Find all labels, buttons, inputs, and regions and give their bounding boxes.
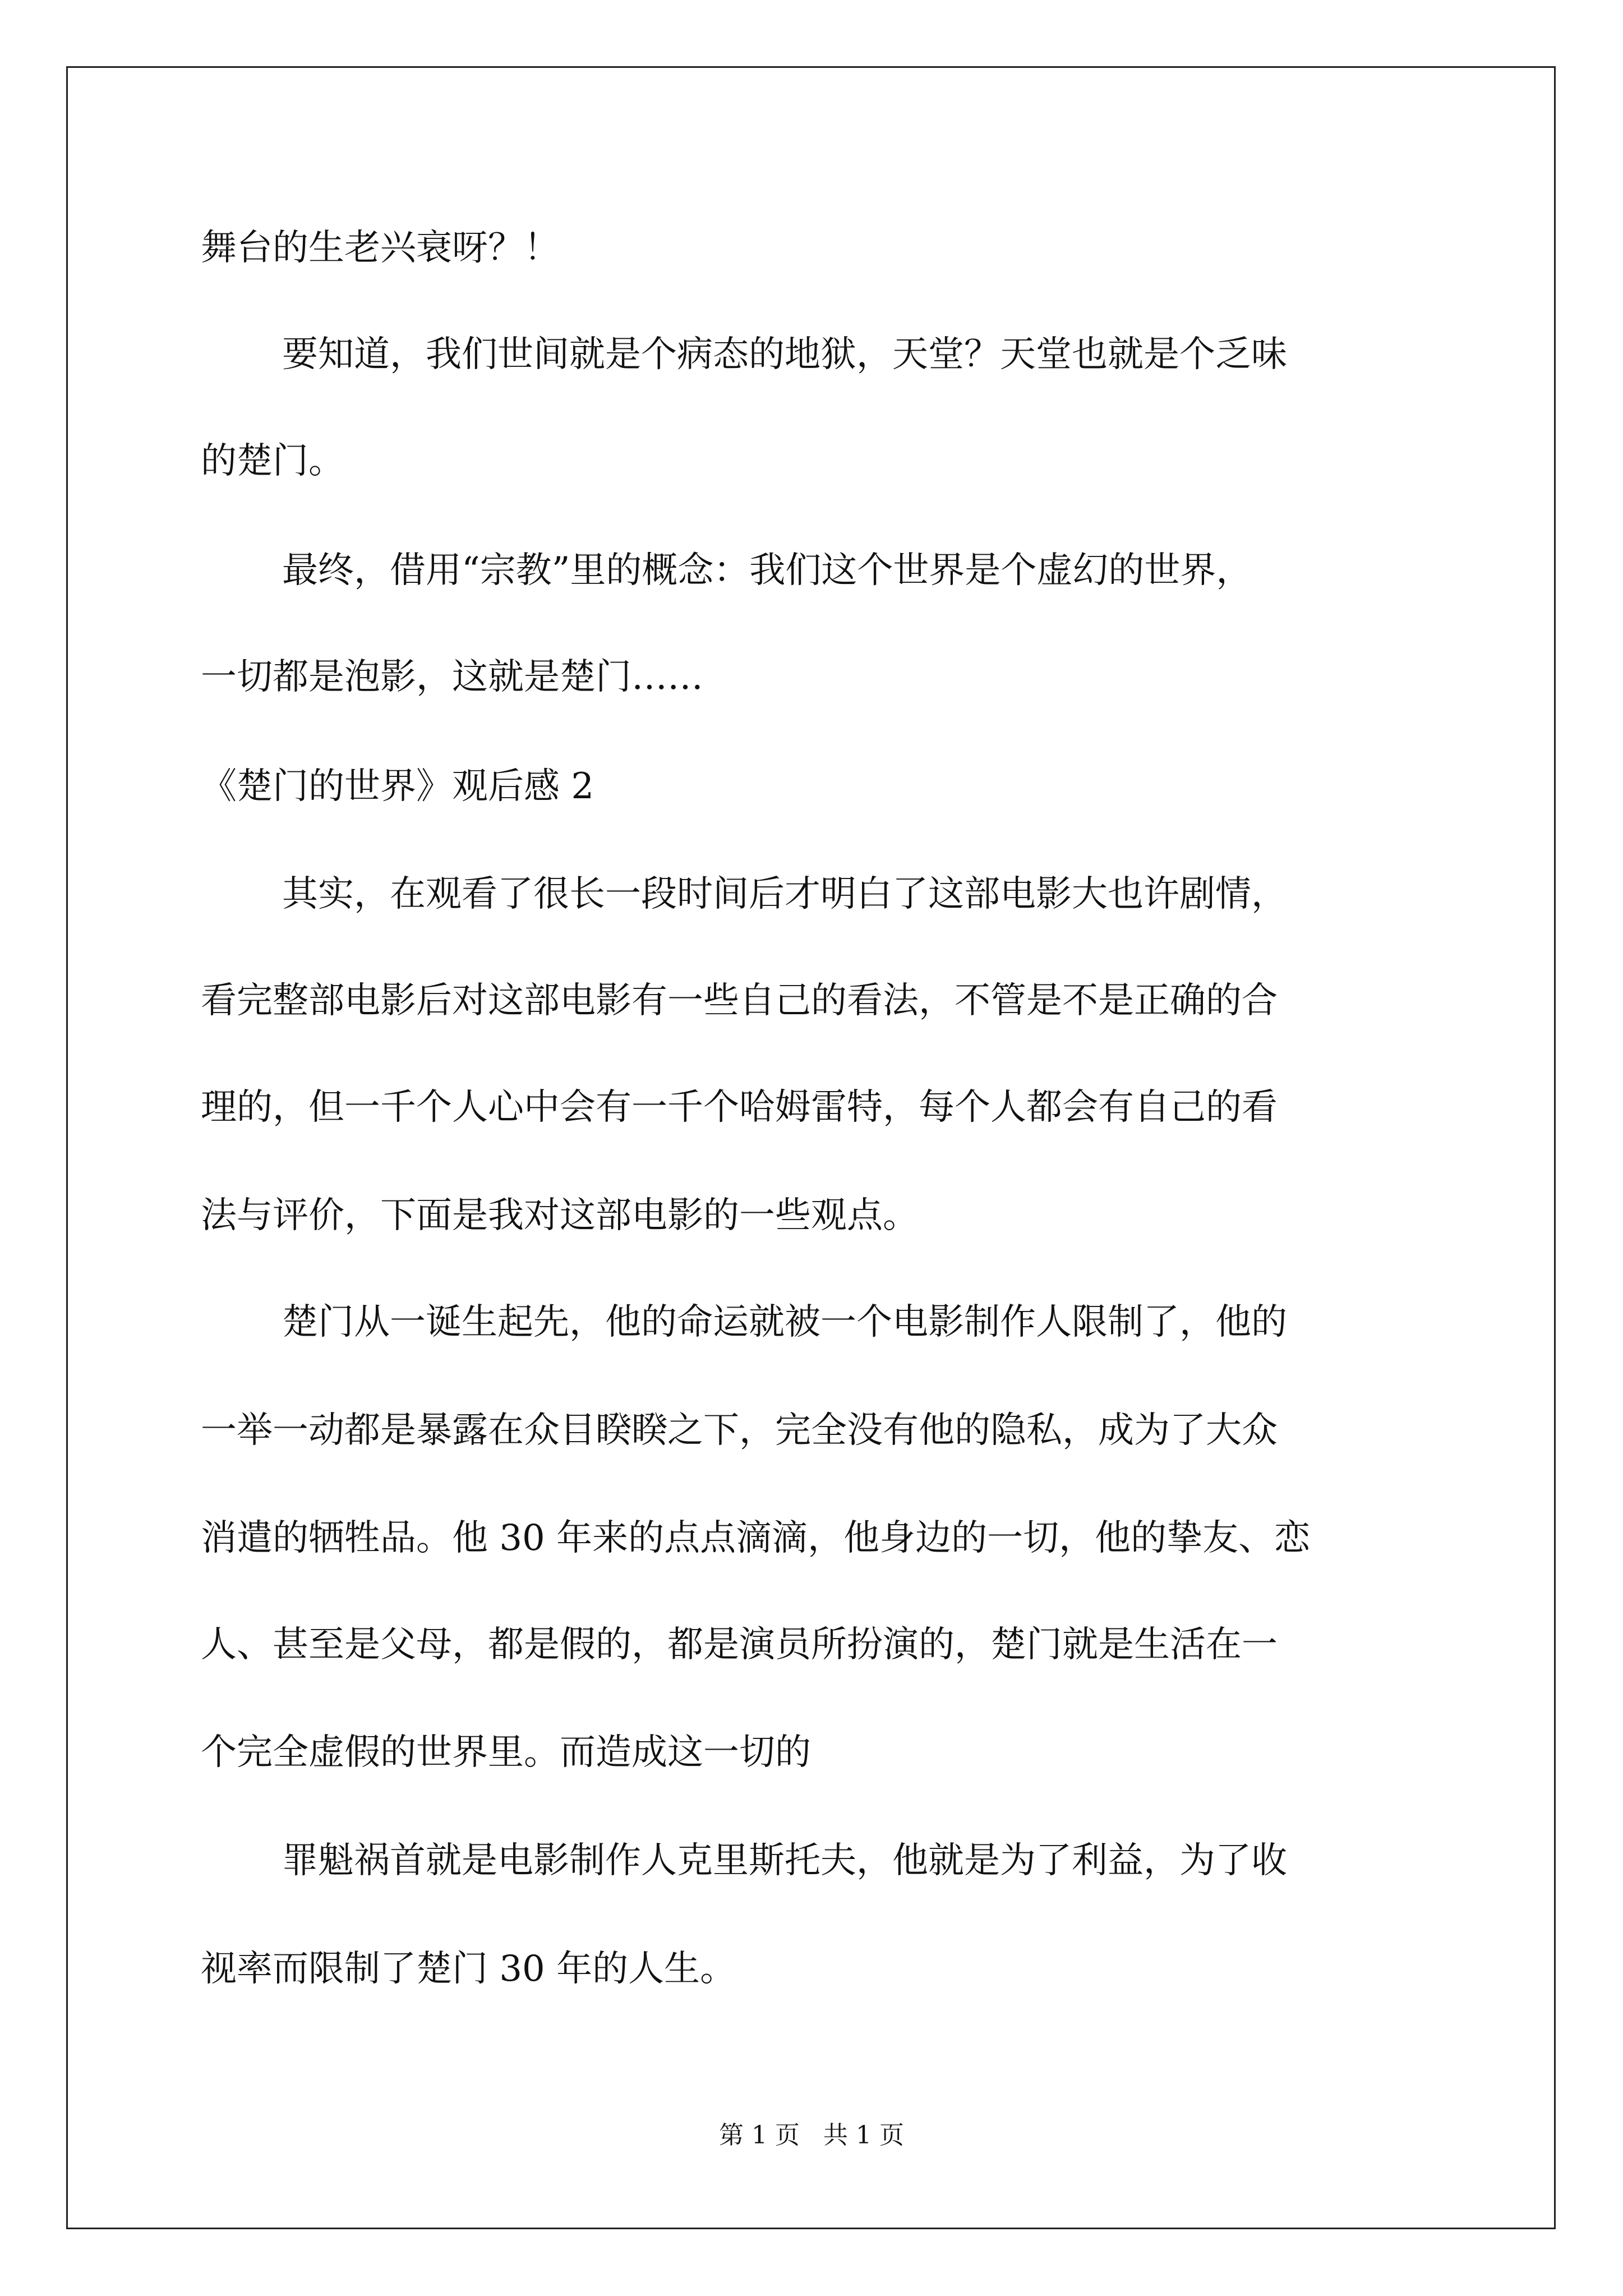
text-line-12: 一举一动都是暴露在众目睽睽之下，完全没有他的隐私，成为了大众 — [201, 1410, 1278, 1451]
page-footer: 第 1 页 共 1 页 — [719, 2121, 904, 2150]
text-line-17: 视率而限制了楚门 30 年的人生。 — [201, 1948, 736, 1990]
text-line-4: 最终，借用“宗教”里的概念：我们这个世界是个虚幻的世界， — [282, 550, 1252, 591]
text-line-9: 理的，但一千个人心中会有一千个哈姆雷特，每个人都会有自己的看 — [201, 1087, 1278, 1128]
section-heading: 《楚门的世界》观后感 2 — [201, 766, 594, 807]
text-line-5: 一切都是泡影，这就是楚门…… — [201, 656, 703, 698]
text-line-13: 消遣的牺牲品。他 30 年来的点点滴滴，他身边的一切，他的挚友、恋 — [201, 1517, 1311, 1559]
text-line-7: 其实，在观看了很长一段时间后才明白了这部电影大也许剧情， — [282, 873, 1287, 915]
text-line-1: 舞台的生老兴衰呀？！ — [201, 227, 560, 269]
text-line-3: 的楚门。 — [201, 440, 344, 482]
text-line-15: 个完全虚假的世界里。而造成这一切的 — [201, 1732, 811, 1773]
page-border — [66, 66, 1556, 2229]
text-line-14: 人、甚至是父母，都是假的，都是演员所扮演的，楚门就是生活在一 — [201, 1624, 1278, 1665]
text-line-11: 楚门从一诞生起先，他的命运就被一个电影制作人限制了，他的 — [282, 1301, 1287, 1343]
text-line-8: 看完整部电影后对这部电影有一些自己的看法，不管是不是正确的合 — [201, 980, 1278, 1022]
text-line-16: 罪魁祸首就是电影制作人克里斯托夫，他就是为了利益，为了收 — [282, 1840, 1287, 1881]
text-line-2: 要知道，我们世间就是个病态的地狱，天堂？天堂也就是个乏味 — [282, 334, 1287, 375]
text-line-10: 法与评价，下面是我对这部电影的一些观点。 — [201, 1195, 919, 1236]
